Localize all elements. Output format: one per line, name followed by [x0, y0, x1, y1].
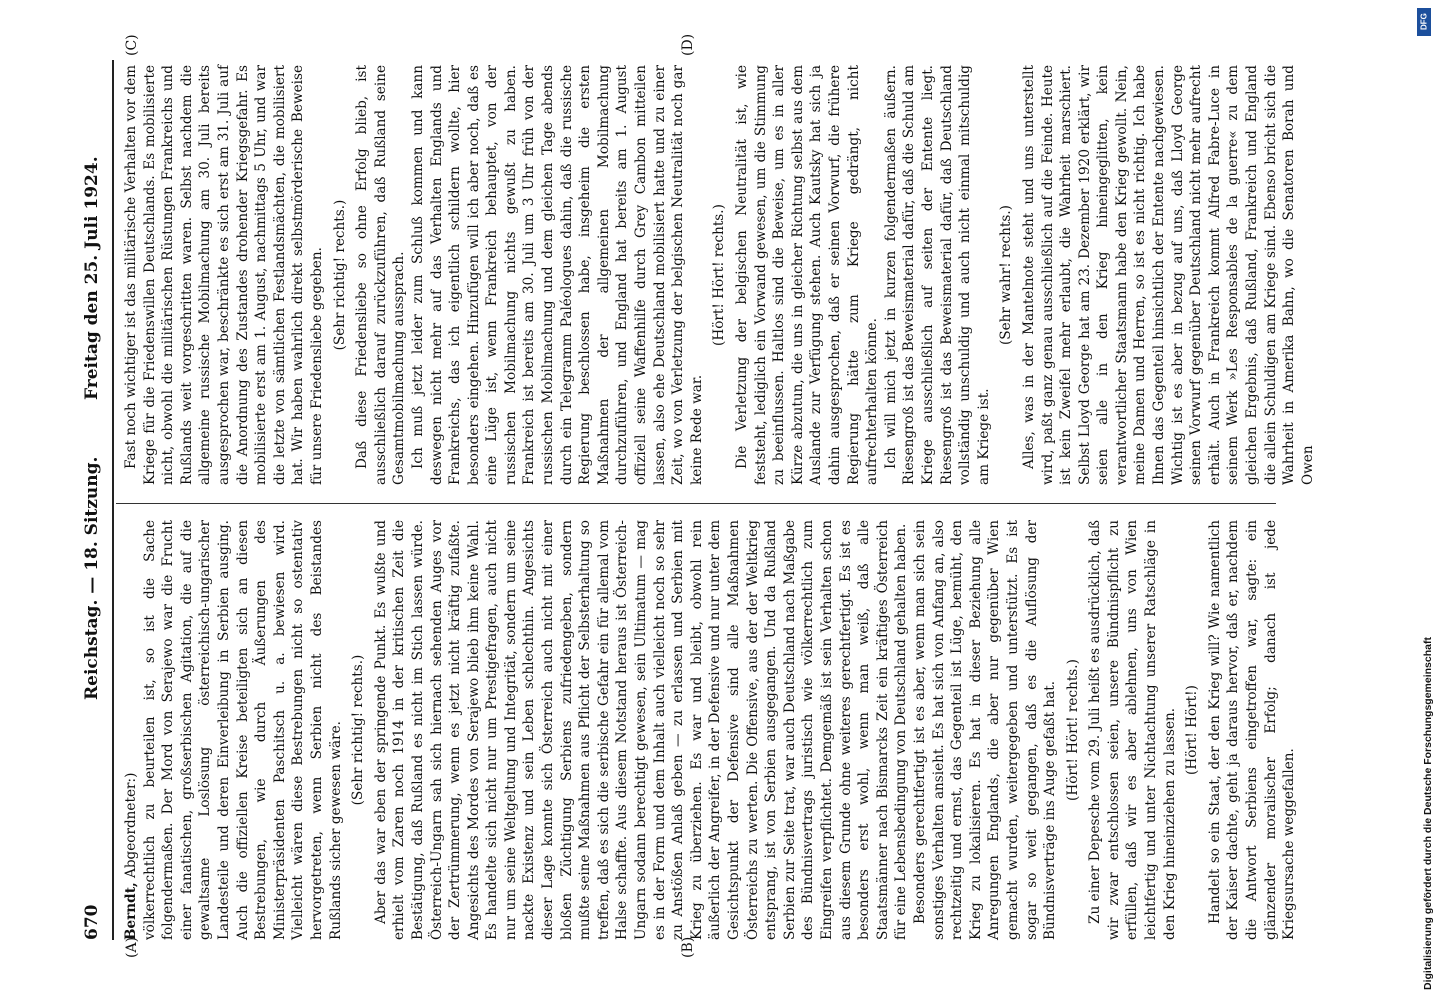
- paragraph: Ich will mich jetzt in kurzen folgendermaßen äußern. Riesengroß ist das Beweismaterial dafür, daß die Schuld am Kriege ausschließlich auf seiten der Entente liegt. Riesengroß ist das Beweismaterial dafür, daß Deutschland vollständig unschuldig und auch nicht einmal mitschuldig am Kriege ist.: [882, 65, 992, 485]
- running-header: [82, 60, 114, 940]
- column-divider: [116, 503, 1276, 504]
- interjection: (Sehr richtig! rechts.): [331, 199, 348, 351]
- margin-mark-c: (C): [124, 34, 140, 56]
- digitization-credit: Digitalisierung gefördert durch die Deutsche Forschungsgemeinschaft: [1422, 637, 1434, 990]
- paragraph: Alles, was in der Mantelnote steht und uns unterstellt wird, paßt ganz genau ausschließlich auf die Feinde. Heute ist kein Zweifel mehr erlaubt, die Wahrheit marschiert. Selbst Lloyd George hat am 23. Dezember 1920 erklärt, wir seien alle in den Krieg hineingeglitten, kein verantwortlicher Staatsmann habe den Krieg gewollt. Nein, meine Damen und Herren, so ist es nicht richtig. Ich habe Ihnen das Gegenteil hinsichtlich der Entente nachgewiesen. Wichtig ist es aber in bezug auf uns, daß Lloyd George seinen Vorwurf gegenüber Deutschland nicht mehr aufrecht erhält. Auch in Frankreich kommt Alfred Fabre-Luce in seinem Werk »Les Responsables de la guerre« zu dem gleichen Ergebnis, daß Rußland, Frankreich und England die allein Schuldigen am Kriege sind. Ebenso bricht sich die Wahrheit in Amerika Bahn, wo die Senatoren Borah und Owen: [1020, 65, 1316, 485]
- interjection: (Hört! Hört!): [1184, 685, 1201, 775]
- interjection: (Sehr wahr! rechts.): [998, 205, 1015, 345]
- interjection: (Hört! Hört! rechts.): [1064, 659, 1081, 801]
- margin-mark-d: (D): [680, 33, 696, 56]
- speaker-role: Abgeordneter:): [123, 772, 139, 878]
- paragraph: Zu einer Depesche vom 29. Juli heißt es ausdrücklich, daß wir zwar entschlossen seien, unsere Bündnispflicht zu erfüllen, daß wir es aber ablehnen, uns von Wien leichtfertig und unter Nichtachtung unserer Ratschläge in den Krieg hineinziehen zu lassen.: [1087, 520, 1178, 940]
- paragraph: Daß diese Friedensliebe so ohne Erfolg blieb, ist ausschließlich darauf zurückzuführen, daß Rußland seine Gesamtmobilmachung aussprach.: [354, 65, 408, 485]
- paragraph: völkerrechtlich zu beurteilen ist, so ist die Sache folgendermaßen. Der Mord von Serajewo war die Frucht einer fanatischen, großserbischen Agitation, die auf die gewaltsame Loslösung österreichisch-ungarischer Landesteile und deren Einverleibung in Serbien ausging. Auch die offiziellen Kreise beteiligten sich an diesen Bestrebungen, wie durch Äußerungen des Ministerpräsidenten Paschitsch u. a. bewiesen wird. Vielleicht wären diese Bestrebungen nicht so ostentativ hervorgetreten, wenn Serbien nicht des Beistandes Rußlands sicher gewesen wäre.: [141, 520, 344, 940]
- paragraph: Die Verletzung der belgischen Neutralität ist, wie feststeht, lediglich ein Vorwand gewesen, um die Stimmung zu beeinflussen. Haltlos sind die Beweise, um es in aller Kürze abzutun, die uns in gleicher Richtung selbst aus dem Auslande zur Verfügung stehen. Auch Kautsky hat sich ja dahin ausgesprochen, daß er seinen Vorwurf, die frühere Regierung hätte zum Kriege gedrängt, nicht aufrechterhalten könne.: [734, 65, 881, 485]
- margin-mark-b: (B): [680, 936, 696, 958]
- speaker-name: Berndt,: [123, 882, 139, 940]
- paragraph: Handelt so ein Staat, der den Krieg will? Wie namentlich der Kaiser dachte, geht ja daraus hervor, daß er, nachdem die Antwort Serbiens eingetroffen war, sagte: ein glänzender moralischer Erfolg; danach ist jede Kriegsursache weggefallen.: [1206, 520, 1298, 940]
- left-column: [122, 520, 1298, 940]
- interjection: (Hört! Hört! rechts.): [711, 204, 728, 346]
- paragraph: Ich muß jetzt leider zum Schluß kommen und kann deswegen nicht mehr auf das Verhalten Englands und Frankreichs, das ich eigentlich schildern wollte, hier besonders eingehen. Hinzufügen will ich aber noch, daß es eine Lüge ist, wenn Frankreich behauptet, von der russischen Mobilmachung nichts gewußt zu haben. Frankreich ist bereits am 30. Juli um 3 Uhr früh von der russischen Mobilmachung und dem gleichen Tage abends durch ein Telegramm Paléologues dahin, daß die russische Regierung beschlossen habe, insgeheim die ersten Maßnahmen der allgemeinen Mobilmachung durchzuführen, und England hat bereits am 1. August offiziell seine Waffenhilfe durch Grey Cambon mitteilen lassen, also ehe Deutschland mobilisiert hatte und zu einer Zeit, wo von Verletzung der belgischen Neutralität noch gar keine Rede war.: [409, 65, 705, 485]
- paragraph: Besonders gerechtfertigt ist es aber, wenn man sich sein sonstiges Verhalten ansieht. Es hat sich von Anfang an, also rechtzeitig und ernst, das Gegenteil ist Lüge, bemüht, den Krieg zu lokalisieren. Es hat in dieser Beziehung alle Anregungen Englands, die aber nur gegenüber Wien gemacht wurden, weitergegeben und unterstützt. Es ist sogar so weit gegangen, daß es die Auflösung der Bündnisverträge ins Auge gefaßt hat.: [911, 520, 1059, 940]
- dfg-logo-icon: DFG: [1417, 8, 1431, 36]
- interjection: (Sehr richtig! rechts.): [350, 654, 367, 806]
- page-number: 670: [82, 904, 102, 940]
- right-column: [122, 65, 1316, 485]
- margin-mark-a: (A): [124, 936, 140, 958]
- header-rule: [112, 60, 114, 940]
- header-date: Freitag den 25. Juli 1924.: [82, 156, 102, 400]
- header-session: Reichstag. — 18. Sitzung.: [82, 456, 102, 700]
- paragraph: Fast noch wichtiger ist das militärische Verhalten vor dem Kriege für die Friedenswillen Deutschlands. Es mobilisierte nicht, obwohl die militärischen Rüstungen Frankreichs und Rußlands weit vorgeschritten waren. Selbst nachdem die allgemeine russische Mobilmachung am 30. Juli bereits ausgesprochen war, beschränkte es sich erst am 31. Juli auf die Anordnung des Zustandes drohender Kriegsgefahr. Es mobilisierte erst am 1. August, nachmittags 5 Uhr, und war die letzte von sämtlichen Festlandsmächten, die mobilisiert hat. Wir haben wahrlich direkt selbstmörderische Beweise für unsere Friedensliebe gegeben.: [123, 65, 325, 485]
- paragraph: [122, 520, 141, 940]
- paragraph: Aber das war eben der springende Punkt. Es wußte und erhielt vom Zaren noch 1914 in der kritischen Zeit die Bestätigung, daß Rußland es nicht im Stich lassen würde. Österreich-Ungarn sah sich hiernach sehenden Auges vor der Zertrümmerung, wenn es jetzt nicht kräftig zufaßte. Angesichts des Mordes von Serajewo blieb ihm keine Wahl. Es handelte sich nicht nur um Prestigefragen, auch nicht nur um seine Weltgeltung und Integrität, sondern um seine nackte Existenz und sein Leben schlechthin. Angesichts dieser Lage konnte sich Österreich auch nicht mit einer bloßen Züchtigung Serbiens zufriedengeben, sondern mußte seine Maßnahmen aus Pflicht der Selbsterhaltung so treffen, daß es sich die serbische Gefahr ein für allemal vom Halse schaffte. Aus diesem Notstand heraus ist Österreich-Ungarn sodann berechtigt gewesen, sein Ultimatum — mag es in der Form und dem Inhalt auch vielleicht noch so sehr zu Anstößen Anlaß geben — zu erlassen und Serbien mit Krieg zu überziehen. Es war und bleibt, obwohl rein äußerlich der Angreifer, in der Defensive und nur unter dem Gesichtspunkt der Defensive sind alle Maßnahmen Österreichs zu werten. Die Offensive, aus der der Weltkrieg entsprang, ist von Serbien ausgegangen. Und da Rußland Serbien zur Seite trat, war auch Deutschland nach Maßgabe des Bündnisvertrags juristisch wie völkerrechtlich zum Eingreifen verpflichtet. Demgemäß ist sein Verhalten schon aus diesem Grunde ohne weiteres gerechtfertigt. Es ist es besonders erst wohl, wenn man weiß, daß alle Staatsmänner nach Bismarcks Zeit ein kräftiges Österreich für eine Lebensbedingung von Deutschland gehalten haben.: [372, 520, 910, 940]
